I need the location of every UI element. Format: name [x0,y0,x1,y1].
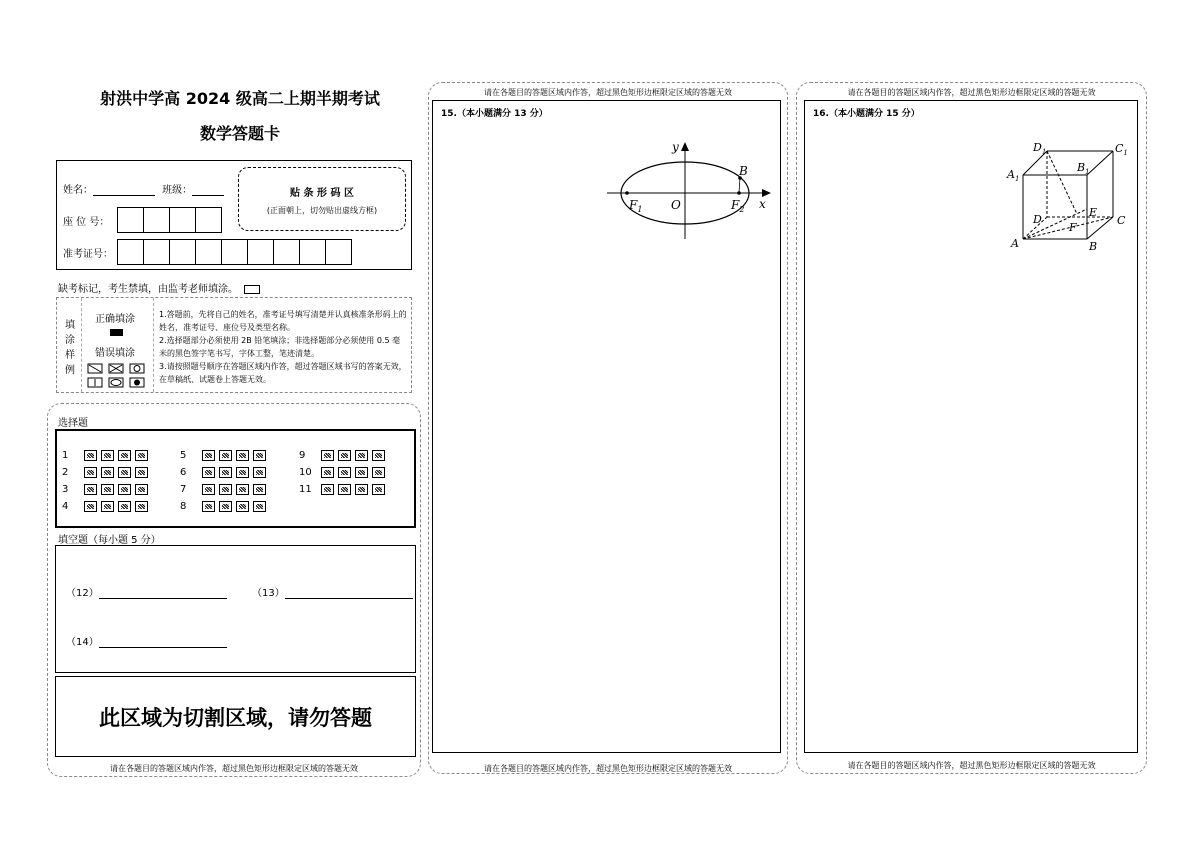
seat-cell[interactable] [117,207,144,233]
choice-question-row [299,464,389,481]
question-number: 7 [180,484,187,495]
answer-bubble[interactable] [101,450,114,461]
answer-bubble[interactable] [219,501,232,512]
answer-bubble[interactable] [219,450,232,461]
choice-question-row [62,447,152,464]
answer-bubble[interactable] [372,467,385,478]
answer-bubble[interactable] [253,467,266,478]
left-footer-warning: 请在各题目的答题区域内作答，超过黑色矩形边框限定区域的答题无效 [110,764,358,773]
q14-label: （14） [66,637,99,648]
seat-cell[interactable] [143,207,170,233]
exam-id-label: 准考证号： [63,248,113,260]
answer-bubble[interactable] [101,484,114,495]
vertex-label-d: D [1033,213,1042,226]
answer-bubble[interactable] [135,484,148,495]
answer-bubble[interactable] [219,467,232,478]
answer-bubble[interactable] [118,501,131,512]
middle-header-warning: 请在各题目的答题区域内作答，超过黑色矩形边框限定区域的答题无效 [484,88,732,97]
choice-box [55,429,416,528]
student-info-box [56,160,412,270]
fill-blank-box [55,545,416,673]
answer-bubble[interactable] [338,467,351,478]
vertex-label-b: B [1089,240,1098,253]
cut-zone [55,676,416,757]
axis-label-y: y [672,140,679,154]
exam-id-cell[interactable] [117,239,144,265]
fill-example-box [56,297,412,393]
seat-label: 座 位 号： [63,216,110,228]
choice-question-row [299,481,389,498]
choice-question-row [299,447,389,464]
exam-id-cell[interactable] [195,239,222,265]
q15-answer-box [432,100,781,753]
choice-question-row [62,481,152,498]
answer-bubble[interactable] [236,501,249,512]
exam-id-cell[interactable] [247,239,274,265]
choice-col-3 [299,447,389,498]
middle-footer-warning: 请在各题目的答题区域内作答，超过黑色矩形边框限定区域的答题无效 [484,764,732,773]
answer-bubble[interactable] [202,450,215,461]
answer-bubble[interactable] [338,450,351,461]
vertex-label-b1: $B_1$ [1077,161,1090,176]
point-label-e: E [1089,206,1098,219]
barcode-area [238,167,406,231]
answer-bubble[interactable] [236,484,249,495]
q16-title: 16.（本小题满分 15 分） [813,109,920,119]
exam-id-cell[interactable] [169,239,196,265]
point-label-f: F [1069,221,1077,234]
barcode-note: (正面朝上，切勿贴出虚线方框) [266,206,378,215]
answer-bubble[interactable] [321,484,334,495]
question-number: 3 [62,484,69,495]
answer-bubble[interactable] [84,450,97,461]
answer-bubble[interactable] [135,467,148,478]
choice-title: 选择题 [58,418,88,429]
exam-id-cell[interactable] [273,239,300,265]
q13-label: （13） [252,588,285,599]
question-number: 11 [299,484,312,495]
choice-question-row [180,447,270,464]
answer-bubble[interactable] [202,467,215,478]
answer-bubble[interactable] [253,501,266,512]
answer-bubble[interactable] [355,467,368,478]
answer-bubble[interactable] [321,450,334,461]
answer-bubble[interactable] [135,450,148,461]
name-field[interactable] [93,195,155,196]
answer-bubble[interactable] [84,467,97,478]
answer-bubble[interactable] [135,501,148,512]
wrong-fill-marks [87,362,149,394]
point-label-b: B [739,164,748,178]
exam-id-cell[interactable] [221,239,248,265]
vertex-label-a1: $A_1$ [1007,168,1020,183]
vertex-label-c: C [1117,214,1126,227]
class-field[interactable] [192,195,224,196]
answer-bubble[interactable] [236,467,249,478]
answer-bubble[interactable] [84,484,97,495]
focus-label-f1: $F_1$ [629,198,643,214]
question-number: 8 [180,501,187,512]
instruction-item: 3.请按照题号顺序在答题区域内作答，超过答题区域书写的答案无效，在草稿纸、试题卷上答题无效。 [159,362,407,384]
class-label: 班级： [162,185,193,196]
answer-bubble[interactable] [372,450,385,461]
q16-answer-box [804,100,1138,753]
q14-answer-line[interactable] [99,635,227,648]
answer-bubble[interactable] [118,484,131,495]
exam-id-cell[interactable] [325,239,352,265]
instruction-item: 1.答题前，先将自己的姓名，准考证号填写清楚并认真核准条形码上的姓名，准考证号、座位号及类型名称。 [159,310,407,332]
vertex-label-c1: $C_1$ [1115,142,1128,157]
vertex-label-d1: $D_1$ [1033,141,1047,156]
wrong-fill-label: 错误填涂 [95,348,135,359]
question-number: 5 [180,450,187,461]
answer-bubble[interactable] [101,467,114,478]
answer-bubble[interactable] [118,450,131,461]
question-number: 6 [180,467,187,478]
answer-bubble[interactable] [202,501,215,512]
answer-bubble[interactable] [355,484,368,495]
origin-label: O [671,198,681,212]
cut-zone-text: 此区域为切割区域，请勿答题 [99,705,372,730]
answer-bubble[interactable] [84,501,97,512]
instruction-item: 2.选择题部分必须使用 2B 铅笔填涂；非选择题部分必须使用 0.5 毫米的黑色签字笔书写，字体工整，笔迹清楚。 [159,336,401,358]
fill-example-side-label: 填 涂 样 例 [65,320,75,376]
q15-title: 15.（本小题满分 13 分） [441,109,548,119]
answer-bubble[interactable] [236,450,249,461]
focus-label-f2: $F_2$ [731,198,745,214]
question-number: 9 [299,450,306,461]
vertex-label-a: A [1011,237,1019,250]
q13-answer-line[interactable] [285,586,413,599]
choice-question-row [180,481,270,498]
answer-bubble[interactable] [321,467,334,478]
exam-id-cell[interactable] [299,239,326,265]
answer-bubble[interactable] [253,450,266,461]
question-number: 1 [62,450,69,461]
answer-bubble[interactable] [253,484,266,495]
answer-bubble[interactable] [355,450,368,461]
choice-question-row [180,464,270,481]
choice-question-row [180,498,270,515]
absent-note: 缺考标记，考生禁填，由监考老师填涂。 [58,280,260,295]
answer-bubble[interactable] [372,484,385,495]
absent-mark-box[interactable] [244,285,260,294]
exam-title: 射洪中学高 2024 级高二上期半期考试 [100,89,380,108]
choice-question-row [62,498,152,515]
axis-label-x: x [759,197,766,211]
correct-fill-label: 正确填涂 [95,314,135,325]
q12-answer-line[interactable] [99,586,227,599]
wrong-fill-icons [87,362,149,390]
question-number: 10 [299,467,312,478]
answer-bubble[interactable] [219,484,232,495]
seat-cell[interactable] [169,207,196,233]
choice-question-row [62,464,152,481]
fill-blank-title: 填空题（每小题 5 分） [58,535,161,546]
name-label: 姓名： [63,185,93,196]
answer-bubble[interactable] [101,501,114,512]
question-number: 2 [62,467,69,478]
barcode-title: 贴 条 形 码 区 [290,188,354,199]
q12-label: （12） [66,588,99,599]
right-footer-warning: 请在各题目的答题区域内作答，超过黑色矩形边框限定区域的答题无效 [847,761,1096,770]
exam-id-cell[interactable] [143,239,170,265]
cube-diagram [1001,139,1135,255]
answer-bubble[interactable] [118,467,131,478]
choice-col-2 [180,447,270,515]
ellipse-diagram [605,137,775,245]
answer-bubble[interactable] [338,484,351,495]
right-header-warning: 请在各题目的答题区域内作答，超过黑色矩形边框限定区域的答题无效 [847,88,1096,97]
question-number: 4 [62,501,69,512]
choice-col-1 [62,447,152,515]
answer-bubble[interactable] [202,484,215,495]
card-title: 数学答题卡 [199,124,280,143]
correct-fill-mark [110,329,123,336]
seat-cell[interactable] [195,207,222,233]
instructions [159,308,407,386]
